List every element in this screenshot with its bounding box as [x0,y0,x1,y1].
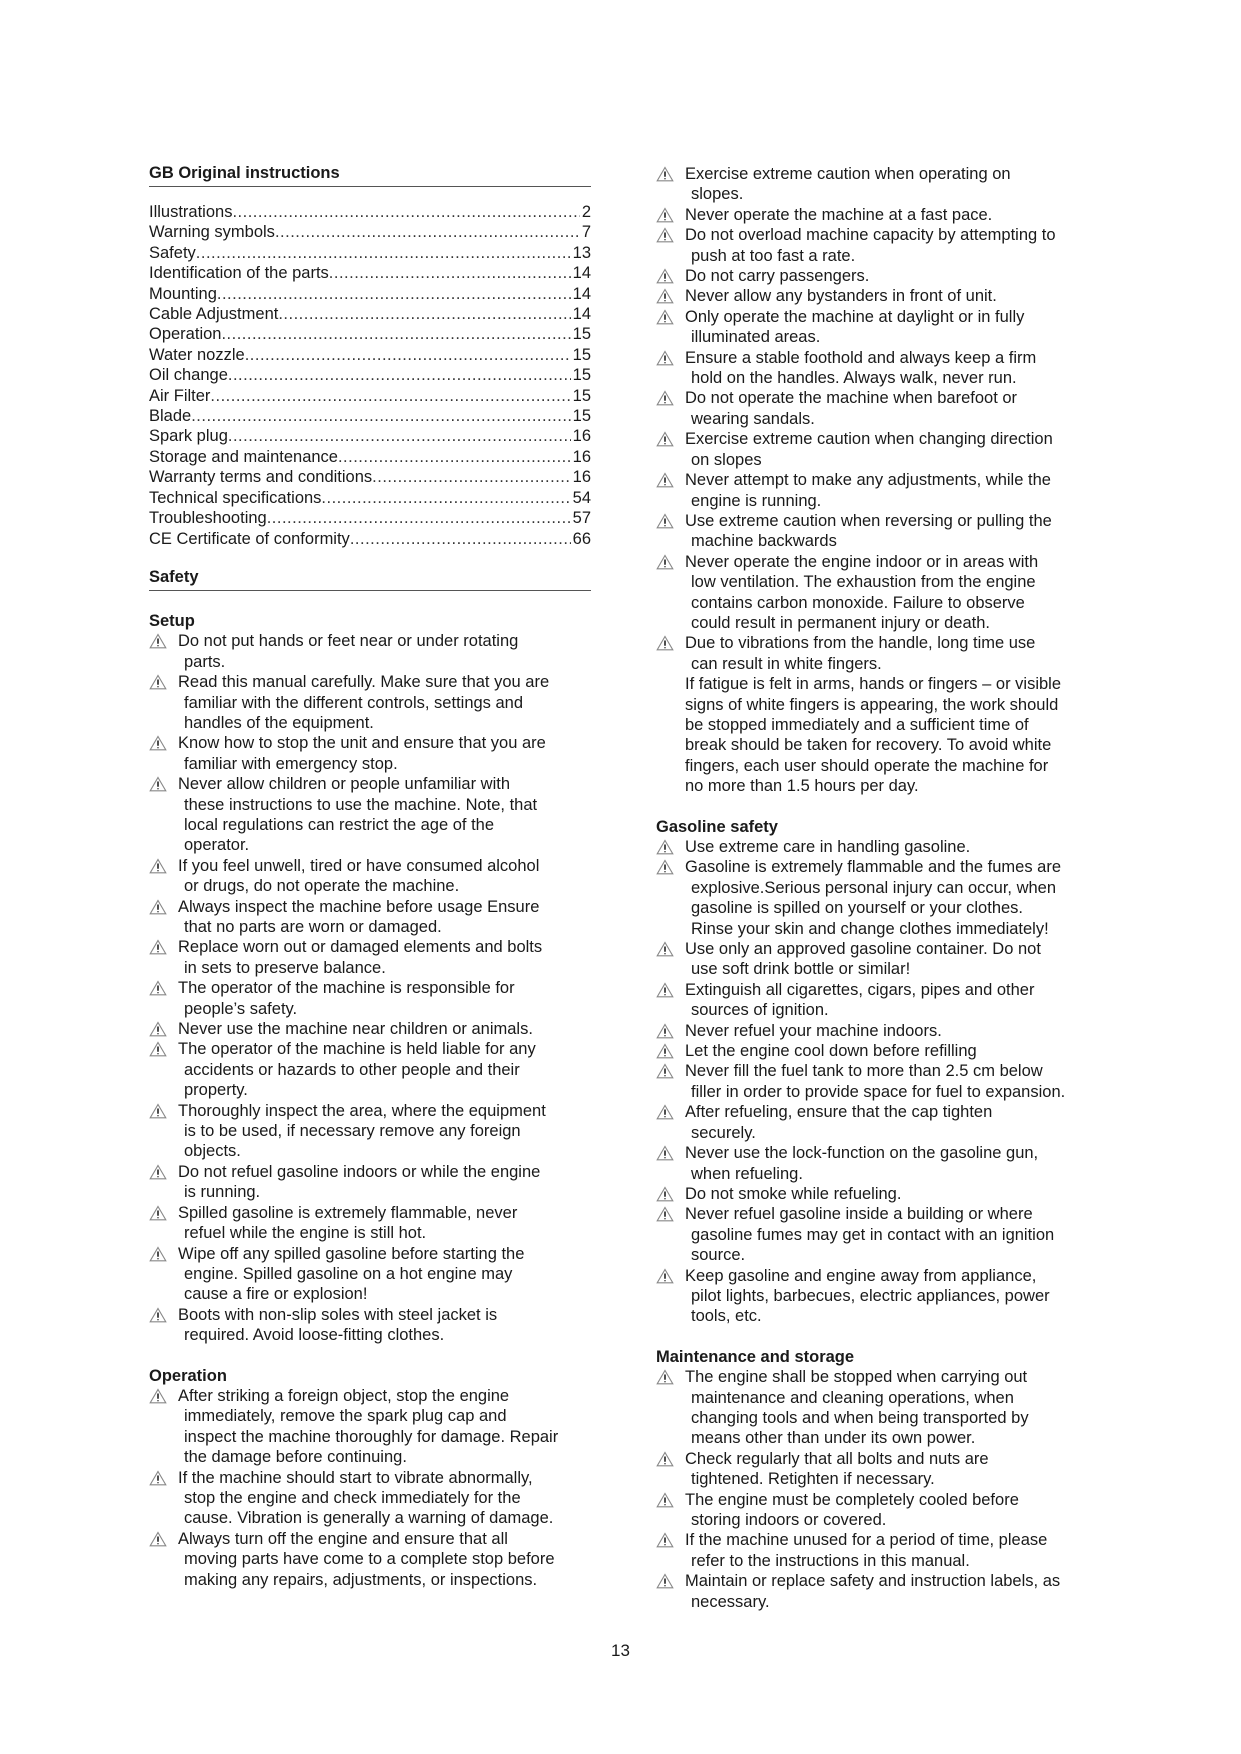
warning-item [656,1490,1106,1531]
fatigue-paragraph-line: be stopped immediately and a sufficient time of [685,715,1029,734]
warning-item [149,672,591,733]
warning-item-text: Never attempt to make any adjustments, while the [685,471,1051,490]
warning-item [149,1468,591,1529]
warning-item [656,286,1106,306]
warning-item [656,837,1106,857]
warning-triangle-icon [656,390,674,406]
warning-item-text: Never operate the engine indoor or in areas with [685,552,1039,571]
warning-item-text: storing indoors or covered. [691,1511,887,1529]
fatigue-paragraph-line: no more than 1.5 hours per day. [685,777,919,796]
warning-item-text: After striking a foreign object, stop the engine [178,1386,510,1405]
warning-item-text: sources of ignition. [691,1001,829,1020]
warning-item-text: could result in permanent injury or death. [691,613,990,632]
warning-item-text: stop the engine and check immediately for the [184,1488,521,1507]
toc-entry [149,529,591,549]
warning-item-text: required. Avoid loose-fitting clothes. [184,1326,445,1345]
warning-item-text: Ensure a stable foothold and always keep a firm [685,348,1037,367]
warning-triangle-icon [656,431,674,447]
warning-item-text: on slopes [691,450,762,469]
subheading-operation: Operation [149,1366,227,1385]
warning-item-text: Know how to stop the unit and ensure that you are [178,734,546,753]
warning-item-text: wearing sandals. [691,409,815,428]
warning-item-text: filler in order to provide space for fuel to expansion. [691,1082,1066,1101]
warning-item-text: Exercise extreme caution when changing direction [685,430,1053,449]
warning-item-text: Spilled gasoline is extremely flammable, never [178,1203,518,1222]
warning-item [656,1266,1106,1327]
warning-item [149,1019,591,1039]
toc-entry-page: 15 [572,386,591,405]
warning-item-text: objects. [184,1142,241,1161]
warning-item-text: familiar with the different controls, settings and [184,693,524,712]
warning-item [149,733,591,774]
warning-triangle-icon [149,1164,167,1180]
toc-entry [149,324,591,344]
warning-item [149,1039,591,1100]
toc-entry-page: 15 [572,345,591,364]
toc-entry-page: 7 [581,223,591,242]
toc-entry-label: Warranty terms and conditions [149,468,373,487]
warning-item-text: engine. Spilled gasoline on a hot engine may [184,1264,513,1283]
toc-entry-label: Technical specifications [149,488,322,507]
operation-continued-warning-list [656,164,1106,674]
warning-item-text: Always inspect the machine before usage Ensure [178,897,540,916]
warning-triangle-icon [656,554,674,570]
toc-entry-label: Identification of the parts [149,264,329,283]
warning-item-text: tools, etc. [691,1307,762,1326]
warning-item-text: cause. Vibration is generally a warning of damage. [184,1509,554,1528]
warning-item-text: local regulations can restrict the age of the [184,815,495,834]
warning-item-text: gasoline is spilled on yourself or your clothes. [691,899,1024,918]
warning-item [149,1203,591,1244]
warning-triangle-icon [656,1492,674,1508]
warning-item-text: Use extreme care in handling gasoline. [685,838,971,856]
warning-item-text: The operator of the machine is responsible for [178,979,515,998]
warning-item-text: Never use the lock-function on the gasoline gun, [685,1144,1039,1163]
warning-triangle-icon [656,1063,674,1079]
warning-item [149,897,591,938]
toc-entry-label: Operation [149,325,222,344]
warning-item-text: Do not refuel gasoline indoors or while the engine [178,1162,541,1181]
warning-item-text: or drugs, do not operate the machine. [184,877,460,896]
warning-item-text: refuel while the engine is still hot. [184,1224,427,1243]
warning-item-text: Maintain or replace safety and instruction labels, as [685,1572,1061,1591]
warning-triangle-icon [656,207,674,223]
warning-item [656,980,1106,1021]
warning-item-text: Never refuel gasoline inside a building or where [685,1205,1033,1224]
toc-entry [149,488,591,508]
toc-entry-page: 54 [572,488,591,507]
warning-item-text: Do not operate the machine when barefoot or [685,389,1018,408]
warning-item-text: these instructions to use the machine. Note, that [184,795,538,814]
toc-entry-label: Illustrations [149,203,233,221]
toc-entry-label: Spark plug [149,427,228,446]
warning-triangle-icon [149,674,167,690]
warning-item-text: Replace worn out or damaged elements and bolts [178,938,543,957]
toc-leader-dots [232,202,579,222]
warning-item-text: Never operate the machine at a fast pace. [685,205,993,224]
toc-entry [149,386,591,406]
toc-entry-label: Storage and maintenance [149,447,338,466]
warning-item-text: Extinguish all cigarettes, cigars, pipes and other [685,980,1035,999]
warning-item [656,1143,1106,1184]
toc-entry-label: Troubleshooting [149,509,267,528]
warning-item-text: low ventilation. The exhaustion from the engine [691,573,1036,592]
warning-item-text: means other than under its own power. [691,1429,976,1448]
toc-leader-dots [196,243,571,263]
toc-entry-label: Water nozzle [149,345,245,364]
warning-item [149,1162,591,1203]
toc-entry-page: 15 [572,366,591,385]
warning-item [656,225,1106,266]
table-of-contents [149,202,591,549]
heading-original-instructions: GB Original instructions [149,163,591,187]
right-column [656,164,1106,1612]
warning-item [656,205,1106,225]
toc-entry-label: Warning symbols [149,223,275,242]
toc-entry-page: 14 [572,305,591,324]
warning-item-text: Do not overload machine capacity by attempting to [685,226,1056,245]
warning-triangle-icon [656,1451,674,1467]
warning-item-text: illuminated areas. [691,328,821,347]
toc-entry [149,284,591,304]
toc-leader-dots [191,406,570,426]
warning-item [656,388,1106,429]
warning-item [656,1184,1106,1204]
warning-item [656,266,1106,286]
warning-item-text: contains carbon monoxide. Failure to observe [691,593,1025,612]
warning-item [656,164,1106,205]
warning-triangle-icon [656,1186,674,1202]
warning-item-text: explosive.Serious personal injury can occur, when [691,878,1057,897]
warning-item-text: Wipe off any spilled gasoline before starting the [178,1244,525,1263]
toc-leader-dots [210,386,570,406]
warning-item-text: property. [184,1081,248,1100]
warning-triangle-icon [149,980,167,996]
warning-item-text: is to be used, if necessary remove any foreign [184,1122,521,1141]
warning-item-text: Check regularly that all bolts and nuts are [685,1449,989,1468]
warning-item [149,774,591,856]
warning-item-text: Always turn off the engine and ensure that all [178,1529,508,1548]
warning-triangle-icon [656,982,674,998]
gasoline-warning-list [656,837,1106,1327]
warning-triangle-icon [656,166,674,182]
maintenance-warning-list [656,1367,1106,1612]
toc-entry [149,426,591,446]
warning-item [656,1204,1106,1265]
toc-leader-dots [350,529,571,549]
warning-item-text: hold on the handles. Always walk, never run. [691,369,1017,388]
toc-leader-dots [278,304,570,324]
warning-item-text: changing tools and when being transported by [691,1408,1029,1427]
warning-triangle-icon [149,1103,167,1119]
toc-leader-dots [372,467,570,487]
warning-item-text: Due to vibrations from the handle, long time use [685,634,1036,653]
toc-leader-dots [329,263,571,283]
warning-item-text: the damage before continuing. [184,1448,407,1467]
warning-item-text: Do not put hands or feet near or under rotating [178,632,519,651]
warning-item-text: parts. [184,652,226,671]
warning-item-text: refer to the instructions in this manual. [691,1551,970,1570]
warning-item-text: maintenance and cleaning operations, when [691,1388,1014,1407]
warning-item-text: If the machine should start to vibrate abnormally, [178,1468,533,1487]
toc-entry-label: CE Certificate of conformity [149,529,350,548]
fatigue-paragraph-line: If fatigue is felt in arms, hands or fingers – or visible [685,675,1062,694]
toc-entry-label: Oil change [149,366,228,385]
warning-triangle-icon [656,288,674,304]
warning-item-text: If the machine unused for a period of time, please [685,1531,1048,1550]
toc-entry [149,365,591,385]
warning-item-text: accidents or hazards to other people and their [184,1060,520,1079]
warning-item-text: inspect the machine thoroughly for damage. Repair [184,1427,559,1446]
warning-item [656,633,1106,674]
warning-item-text: push at too fast a rate. [691,246,856,265]
warning-triangle-icon [656,1573,674,1589]
warning-triangle-icon [656,472,674,488]
warning-item-text: Never fill the fuel tank to more than 2.5 cm below [685,1062,1043,1081]
warning-item [656,552,1106,634]
warning-triangle-icon [656,1104,674,1120]
warning-item-text: Rinse your skin and change clothes immediately! [691,919,1049,938]
page-number: 13 [611,1641,630,1660]
warning-item-text: making any repairs, adjustments, or inspections. [184,1570,538,1589]
warning-item-text: necessary. [691,1592,770,1611]
fatigue-paragraph-line: fingers, each user should operate the machine for [685,756,1049,775]
warning-item-text: Do not carry passengers. [685,267,870,286]
warning-item-text: Never refuel your machine indoors. [685,1021,942,1040]
toc-leader-dots [221,324,570,344]
toc-entry [149,202,591,222]
warning-item-text: Use extreme caution when reversing or pulling the [685,511,1052,530]
toc-entry [149,304,591,324]
warning-triangle-icon [149,899,167,915]
warning-item [149,1101,591,1162]
toc-entry-page: 15 [572,407,591,426]
warning-item-text: Never allow any bystanders in front of unit. [685,287,997,306]
warning-item-text: tightened. Retighten if necessary. [691,1470,935,1489]
warning-triangle-icon [149,735,167,751]
warning-item [149,1244,591,1305]
warning-item-text: Boots with non-slip soles with steel jacket is [178,1305,498,1324]
warning-item [149,631,591,672]
toc-entry [149,243,591,263]
warning-triangle-icon [149,939,167,955]
warning-triangle-icon [149,1205,167,1221]
warning-item-text: Use only an approved gasoline container. Do not [685,940,1041,959]
warning-item-text: If you feel unwell, tired or have consumed alcohol [178,856,540,875]
warning-triangle-icon [149,776,167,792]
warning-item-text: familiar with emergency stop. [184,754,398,773]
warning-item [149,1386,591,1468]
warning-item [656,1102,1106,1143]
toc-entry [149,222,591,242]
warning-item-text: in sets to preserve balance. [184,958,386,977]
warning-item-text: engine is running. [691,491,822,510]
warning-triangle-icon [149,1388,167,1404]
setup-warning-list [149,631,591,1345]
warning-triangle-icon [149,1307,167,1323]
toc-entry-label: Cable Adjustment [149,305,279,324]
warning-item [149,978,591,1019]
toc-entry-page: 16 [572,427,591,446]
warning-item-text: securely. [691,1123,756,1142]
toc-entry [149,467,591,487]
warning-item-text: source. [691,1246,746,1265]
warning-item-text: Only operate the machine at daylight or in fully [685,307,1025,326]
warning-item [656,1061,1106,1102]
warning-triangle-icon [656,1023,674,1039]
warning-item-text: immediately, remove the spark plug cap and [184,1407,507,1426]
warning-triangle-icon [656,1206,674,1222]
warning-item [656,470,1106,511]
warning-item-text: Never allow children or people unfamiliar with [178,775,510,794]
warning-item-text: Let the engine cool down before refilling [685,1042,977,1061]
fatigue-paragraph-line: signs of white fingers is appearing, the work should [685,695,1059,714]
warning-item-text: The engine shall be stopped when carrying out [685,1368,1028,1387]
warning-triangle-icon [656,859,674,875]
subheading-gasoline-safety: Gasoline safety [656,817,778,836]
warning-triangle-icon [149,1470,167,1486]
warning-item-text: people’s safety. [184,999,298,1018]
toc-entry-page: 15 [572,325,591,344]
toc-leader-dots [228,426,571,446]
warning-item [656,429,1106,470]
fatigue-paragraph-line: break should be taken for recovery. To avoid white [685,736,1052,755]
left-column [149,163,591,1590]
fatigue-paragraph [656,674,1106,796]
warning-triangle-icon [656,1369,674,1385]
warning-item [149,1529,591,1590]
toc-entry-page: 14 [572,284,591,303]
warning-triangle-icon [149,858,167,874]
toc-entry-page: 16 [572,468,591,487]
subheading-setup: Setup [149,611,195,630]
warning-item [656,1571,1106,1612]
toc-entry-label: Blade [149,407,192,426]
warning-item-text: Read this manual carefully. Make sure that you are [178,673,550,692]
warning-triangle-icon [149,1021,167,1037]
warning-item-text: can result in white fingers. [691,654,882,673]
warning-item-text: The operator of the machine is held liable for any [178,1040,536,1059]
warning-item [656,511,1106,552]
warning-item-text: Never use the machine near children or animals. [178,1020,533,1039]
warning-triangle-icon [656,1145,674,1161]
warning-item-text: Exercise extreme caution when operating on [685,165,1011,183]
toc-entry-label: Safety [149,243,196,262]
toc-leader-dots [245,345,571,365]
warning-item-text: gasoline fumes may get in contact with an ignition [691,1225,1055,1244]
warning-triangle-icon [656,1043,674,1059]
warning-item [149,1305,591,1346]
warning-triangle-icon [656,309,674,325]
toc-entry [149,447,591,467]
toc-entry-label: Mounting [149,284,217,303]
warning-item-text: Keep gasoline and engine away from appliance, [685,1266,1037,1285]
toc-leader-dots [267,508,571,528]
warning-triangle-icon [149,1246,167,1262]
warning-item-text: moving parts have come to a complete stop before [184,1550,555,1569]
warning-item [149,856,591,897]
warning-item-text: The engine must be completely cooled before [685,1490,1019,1509]
toc-entry [149,345,591,365]
warning-item [656,1041,1106,1061]
warning-item [656,1021,1106,1041]
toc-entry-page: 66 [572,529,591,548]
warning-item-text: operator. [184,836,250,855]
warning-triangle-icon [656,513,674,529]
toc-entry-label: Air Filter [149,386,211,405]
toc-leader-dots [228,365,571,385]
warning-triangle-icon [149,1041,167,1057]
warning-item-text: Gasoline is extremely flammable and the fumes are [685,858,1062,877]
toc-entry [149,406,591,426]
warning-item [656,1449,1106,1490]
warning-triangle-icon [149,633,167,649]
warning-item [149,937,591,978]
warning-triangle-icon [656,1532,674,1548]
warning-triangle-icon [656,839,674,855]
toc-entry [149,263,591,283]
warning-item [656,939,1106,980]
warning-item-text: handles of the equipment. [184,713,374,732]
toc-entry-page: 14 [572,264,591,283]
warning-item-text: slopes. [691,185,744,204]
warning-item-text: After refueling, ensure that the cap tighten [685,1103,993,1122]
warning-item-text: that no parts are worn or damaged. [184,918,442,936]
warning-item [656,857,1106,939]
toc-leader-dots [338,447,571,467]
warning-item [656,348,1106,389]
warning-triangle-icon [149,1531,167,1547]
toc-leader-dots [217,284,571,304]
toc-entry-page: 13 [572,243,591,262]
warning-triangle-icon [656,350,674,366]
warning-triangle-icon [656,941,674,957]
warning-triangle-icon [656,268,674,284]
warning-triangle-icon [656,635,674,651]
warning-item-text: Do not smoke while refueling. [685,1184,902,1203]
warning-triangle-icon [656,1268,674,1284]
warning-triangle-icon [656,227,674,243]
warning-item [656,1367,1106,1449]
warning-item [656,307,1106,348]
warning-item-text: when refueling. [691,1164,803,1183]
subheading-maintenance-storage: Maintenance and storage [656,1347,855,1366]
warning-item [656,1530,1106,1571]
toc-entry-page: 57 [572,509,591,528]
toc-entry [149,508,591,528]
toc-entry-page: 2 [581,203,591,221]
warning-item-text: machine backwards [691,532,837,551]
warning-item-text: Thoroughly inspect the area, where the equipment [178,1101,546,1120]
toc-leader-dots [321,488,570,508]
warning-item-text: use soft drink bottle or similar! [691,960,911,979]
toc-leader-dots [275,222,580,242]
warning-item-text: pilot lights, barbecues, electric appliances, power [691,1286,1050,1305]
toc-entry-page: 16 [572,447,591,466]
warning-item-text: cause a fire or explosion! [184,1285,368,1304]
warning-item-text: is running. [184,1183,261,1202]
heading-safety: Safety [149,567,591,591]
operation-warning-list [149,1386,591,1590]
